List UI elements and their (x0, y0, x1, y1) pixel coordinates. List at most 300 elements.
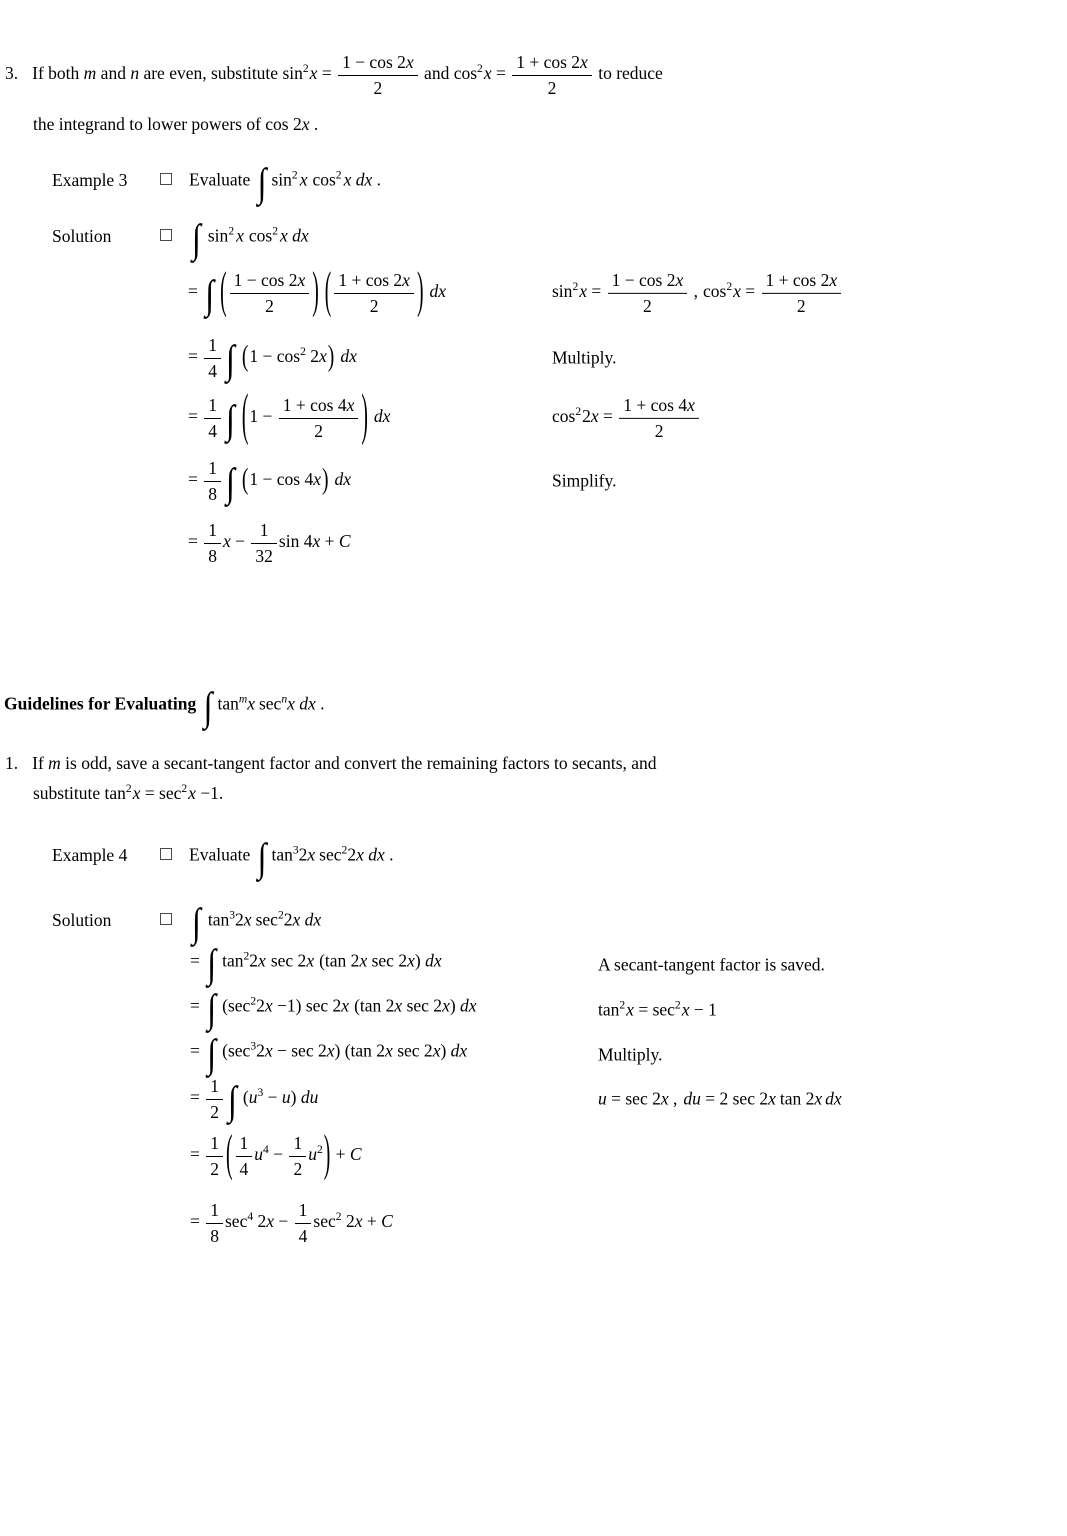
math-rm: 2 (293, 1158, 303, 1179)
math-frac (204, 1200, 225, 1246)
math-frac (287, 1133, 308, 1179)
math-rm: 8 (208, 545, 217, 566)
math-rm: 1 (239, 1133, 249, 1153)
math-rm: 2 (314, 420, 323, 441)
math-rm: 2 (547, 77, 557, 98)
math-num (206, 1076, 223, 1100)
example-3-title-row (52, 161, 381, 207)
math-rm: to reduce (593, 63, 663, 84)
math-den (608, 294, 688, 317)
math-den (206, 1224, 223, 1247)
math-rm: sin (282, 63, 303, 84)
math-rm: 32 (255, 545, 273, 566)
example-4-step-2-note (598, 1000, 717, 1021)
math-int: ∫ (207, 1032, 217, 1078)
math-it: x (264, 995, 273, 1016)
example-3-step-3-formula (188, 386, 391, 448)
math-par: ( (241, 341, 249, 374)
math-it: x (188, 783, 196, 803)
math-rm: 2 (210, 1158, 219, 1179)
math-rm: 4 (208, 420, 217, 441)
math-rm: sin (552, 281, 573, 302)
math-frac (202, 520, 223, 566)
math-rm: sec 2 (367, 950, 408, 971)
math-rm: 1 (210, 1200, 219, 1220)
math-it: dx (429, 281, 446, 302)
math-par: ) (323, 1128, 331, 1183)
math-frac (202, 458, 223, 504)
math-int: ∫ (192, 217, 201, 263)
math-it: C (338, 531, 351, 552)
math-rm: 1 − cos 4 (249, 469, 314, 490)
math-rm: , (668, 1088, 678, 1109)
math-rm: 2 (249, 950, 259, 971)
math-rm: + (362, 1211, 382, 1232)
example-4-title-row (52, 836, 394, 882)
math-it: x (223, 531, 231, 552)
math-it: du (300, 1087, 319, 1108)
math-num (204, 335, 221, 359)
math-num (204, 458, 221, 482)
example-3-step-4 (188, 458, 617, 506)
math-it: dx (425, 950, 442, 971)
example-3-step-3 (188, 386, 695, 448)
math-rm: cos (453, 63, 478, 84)
example-3-step-4-formula (188, 458, 351, 504)
math-it: x (258, 950, 266, 971)
math-it: x (768, 1088, 776, 1109)
math-rm: sec (225, 1211, 248, 1232)
math-sup: 2 (300, 346, 306, 359)
math-rm: 4 (298, 1225, 308, 1246)
math-num (230, 270, 310, 294)
math-par: ( (226, 1128, 233, 1183)
math-int: ∫ (257, 161, 267, 207)
example-3-step-5 (188, 520, 351, 566)
math-rm: are even, substitute (139, 63, 283, 84)
math-rm: = (587, 281, 606, 302)
example-4-solution-start (189, 901, 322, 947)
math-rm: 2 (654, 420, 664, 441)
math-rm: 2 (298, 844, 308, 865)
example-3-label: Example 3 (52, 169, 128, 190)
math-rm: (tan 2 (319, 950, 360, 971)
math-rm: 1 (259, 520, 269, 540)
math-it: u (598, 1088, 607, 1109)
example-4-step-1-formula (190, 942, 442, 988)
math-rm: Multiply. (552, 347, 617, 368)
math-rm: 2 (305, 346, 320, 367)
math-it: x (829, 270, 838, 290)
example-4-step-4-note (598, 1089, 842, 1110)
math-frac (510, 52, 594, 98)
math-it: x (243, 909, 252, 930)
math-int: ∫ (207, 942, 217, 988)
math-sup: 2 (125, 783, 132, 796)
math-rm: , (689, 281, 698, 302)
math-sup: 3 (292, 844, 299, 857)
math-rm: = (190, 1087, 205, 1108)
math-par: ( (241, 464, 249, 497)
math-rm: ) (414, 950, 426, 971)
math-rm: = sec (140, 783, 182, 803)
math-den (204, 482, 221, 505)
math-rm: tan (207, 909, 230, 930)
math-frac (293, 1200, 314, 1246)
math-it: x dx (292, 909, 322, 930)
math-it: dx (334, 469, 352, 490)
example-3-solution-start (189, 217, 309, 263)
math-it: m (48, 753, 61, 773)
math-it: x (359, 950, 368, 971)
math-rm: 4 (208, 360, 217, 381)
math-int: ∫ (226, 460, 235, 506)
math-frac (204, 1133, 225, 1179)
math-sup: 2 (316, 1144, 323, 1157)
math-it: x (580, 52, 588, 72)
math-rm: A secant-tangent factor is saved. (598, 954, 825, 975)
math-rm: and (96, 63, 131, 84)
math-frac (606, 270, 690, 316)
math-par: ) (327, 341, 335, 374)
math-rm: = (317, 63, 337, 84)
math-sup: 2 (572, 281, 579, 294)
math-it: x (341, 995, 350, 1016)
example-3-step-4-note (552, 471, 617, 492)
math-rm: 1 (208, 335, 217, 355)
math-it: x dx (287, 693, 316, 714)
math-frac (332, 270, 416, 316)
math-frac (249, 520, 279, 566)
math-sup: 2 (726, 281, 733, 294)
math-it: u (248, 1087, 258, 1108)
math-sup: 2 (181, 783, 188, 796)
math-sup: 2 (243, 950, 250, 963)
example-3-step-1 (188, 265, 838, 320)
example-4-step-5 (190, 1128, 362, 1183)
math-sup: 4 (247, 1211, 254, 1224)
math-den (230, 294, 310, 317)
math-rm: 1 + cos 2 (338, 270, 403, 290)
math-it: x (312, 531, 321, 552)
math-int: ∫ (226, 337, 235, 383)
math-rm: Simplify. (552, 470, 617, 491)
example-3-step-5-formula (188, 520, 351, 566)
math-rm: 1. (5, 753, 19, 773)
math-rm: . (384, 844, 394, 865)
math-rm: If (32, 753, 49, 773)
math-it: x (432, 1040, 441, 1061)
math-rm: cos (552, 406, 576, 427)
math-frac (202, 335, 223, 381)
math-rm: tan 2 (779, 1088, 815, 1109)
math-it: x (407, 950, 415, 971)
math-rm: 2 (235, 909, 244, 930)
math-it: x (626, 999, 634, 1020)
math-par: ) (361, 386, 368, 448)
math-rm: 1 (210, 1076, 219, 1096)
math-rm: tan (217, 693, 239, 714)
math-den (236, 1157, 253, 1180)
math-rm: + (331, 1144, 350, 1165)
math-it: dx (450, 1040, 468, 1061)
math-sup: 2 (619, 999, 626, 1012)
example-4-step-3 (190, 1032, 663, 1078)
math-rm: sec (319, 844, 342, 865)
math-den (204, 419, 221, 442)
math-it: x (354, 1211, 363, 1232)
math-frac (277, 395, 361, 441)
math-rm: 4 (239, 1158, 249, 1179)
item-1-line-2 (33, 783, 657, 804)
math-it: x (346, 395, 355, 415)
item-1-line-1 (5, 753, 657, 774)
math-rm: ) (440, 1040, 451, 1061)
math-rm: − (230, 531, 250, 552)
math-den (295, 1224, 312, 1247)
example-4-step-1 (190, 942, 825, 988)
math-rm: = (188, 406, 203, 427)
math-rm: 1 + cos 2 (765, 270, 830, 290)
math-it: x (579, 281, 587, 302)
math-rm: 2 (582, 406, 591, 427)
example-4-step-4 (190, 1076, 842, 1124)
math-it: C (381, 1211, 393, 1232)
math-par: ) (312, 265, 319, 320)
math-it: x (681, 999, 690, 1020)
math-rm: −1. (195, 783, 224, 803)
math-par: ( (324, 265, 332, 320)
math-rm: ) (290, 1087, 301, 1108)
example-3-step-2 (188, 335, 617, 383)
math-rm: 8 (208, 483, 217, 504)
math-rm: − 1 (689, 999, 717, 1020)
math-rm: Evaluate (189, 844, 255, 865)
math-rm: 2 (256, 1040, 265, 1061)
math-it: x (264, 1040, 273, 1061)
math-it: u (308, 1144, 317, 1165)
math-den (334, 294, 414, 317)
example-4-step-2 (190, 987, 717, 1033)
math-it: m (83, 63, 97, 84)
math-it: x (687, 395, 695, 415)
math-rm: ) (449, 995, 461, 1016)
math-sup: 2 (228, 225, 235, 238)
math-rm: 1 (293, 1133, 303, 1153)
math-rm: 2 (210, 1101, 219, 1122)
math-it: x (307, 844, 316, 865)
math-rm: 2 (256, 995, 265, 1016)
example-4-step-2-formula (190, 987, 477, 1033)
example-4-step-1-note (598, 955, 825, 976)
math-num (338, 52, 418, 76)
math-sup: 2 (674, 999, 681, 1012)
math-it: x dx (279, 225, 309, 246)
math-rm: −1) sec 2 (272, 995, 342, 1016)
square-bullet-icon (160, 173, 172, 185)
math-it: x (590, 406, 599, 427)
math-sup: m (238, 693, 248, 706)
math-it: x (385, 1040, 393, 1061)
math-rm: 3. (5, 63, 19, 84)
example-4-step-3-note (598, 1045, 663, 1066)
math-rm: = 2 sec 2 (700, 1088, 769, 1109)
math-rm: 1 (208, 395, 217, 415)
math-num (279, 395, 359, 419)
math-rm: cos (702, 281, 727, 302)
math-rm: = (188, 346, 203, 367)
math-it: x (247, 693, 255, 714)
math-rm: ) (tan 2 (334, 1040, 386, 1061)
math-rm: 1 − cos 2 (611, 270, 676, 290)
math-rm: tan (222, 950, 244, 971)
math-rm: cos (248, 225, 273, 246)
math-den (512, 76, 592, 99)
math-rm: 1 (208, 458, 217, 478)
math-rm: sin (271, 169, 292, 190)
square-bullet-icon (160, 913, 172, 925)
math-rm: sec (258, 693, 282, 714)
math-rm: 1 − cos 2 (342, 52, 406, 72)
math-rm: − (268, 1144, 288, 1165)
math-it: C (349, 1144, 362, 1165)
math-rm: 2 (253, 1211, 267, 1232)
math-rm: is odd, save a secant-tangent factor and convert the remaining factors to secants, and (60, 753, 657, 773)
example-3-step-3-note (552, 395, 701, 441)
math-it: du (683, 1088, 701, 1109)
example-3-step-1-formula (188, 265, 446, 320)
math-it: dx (825, 1088, 842, 1109)
math-num (619, 395, 699, 419)
example-4-solution-label: Solution (52, 909, 112, 930)
math-rm: . (372, 169, 381, 190)
math-den (251, 544, 277, 567)
example-3-solution-row (52, 217, 309, 263)
math-sup: 2 (575, 406, 582, 419)
math-int: ∫ (207, 987, 217, 1033)
math-it: x (313, 469, 322, 490)
math-it: dx (340, 346, 357, 367)
math-rm: sec 2 (402, 995, 443, 1016)
square-bullet-icon (160, 848, 172, 860)
math-rm: tan (598, 999, 620, 1020)
math-sup: 3 (229, 909, 236, 922)
math-int: ∫ (203, 685, 213, 731)
math-it: dx (373, 406, 391, 427)
math-den (204, 359, 221, 382)
math-num (762, 270, 842, 294)
math-sup: n (281, 693, 288, 706)
math-it: x (326, 1040, 335, 1061)
math-it: x (306, 950, 315, 971)
math-it: x (299, 169, 308, 190)
math-den (762, 294, 842, 317)
math-par: ( (220, 265, 227, 320)
math-den (289, 1157, 306, 1180)
math-int: ∫ (257, 836, 267, 882)
math-rm: 1 + cos 4 (282, 395, 347, 415)
math-frac (202, 395, 223, 441)
math-rm: 2 (347, 844, 357, 865)
math-num (204, 520, 221, 544)
math-par: ) (416, 265, 424, 320)
math-rm: = (190, 995, 205, 1016)
math-it: x (309, 63, 318, 84)
math-rm: . (315, 693, 325, 714)
guidelines-heading-text (4, 685, 325, 731)
math-it: x (483, 63, 492, 84)
math-rm: 1 (210, 1133, 219, 1153)
math-num (295, 1200, 312, 1224)
math-rm: 2 (643, 295, 652, 316)
math-frac (204, 1076, 225, 1122)
math-rm: the integrand to lower powers of cos 2 (33, 114, 302, 135)
math-rm: sec 2 (392, 1040, 433, 1061)
example-4-solution-row (52, 901, 322, 947)
math-rm: = (598, 406, 618, 427)
math-rm: and (419, 63, 454, 84)
math-it: x (660, 1088, 669, 1109)
math-it: x dx (343, 169, 373, 190)
math-rm: 1 − cos (249, 346, 301, 367)
math-rm: tan (271, 844, 293, 865)
math-rm: 1 + cos 4 (623, 395, 688, 415)
math-int: ∫ (205, 272, 215, 318)
math-frac (228, 270, 312, 316)
math-it: x (301, 114, 310, 135)
math-rm: (sec (222, 1040, 251, 1061)
math-par: ) (322, 464, 329, 497)
math-sup: 2 (291, 169, 298, 182)
guidelines-heading (4, 685, 325, 731)
math-int: ∫ (226, 397, 235, 443)
math-den (206, 1100, 223, 1123)
math-rm: 8 (210, 1225, 219, 1246)
math-it: n (130, 63, 140, 84)
math-rm: = (188, 281, 203, 302)
math-it: x (405, 52, 414, 72)
example-3-step-2-formula (188, 335, 357, 381)
math-rm: 1 (208, 520, 217, 540)
math-num (236, 1133, 253, 1157)
math-den (619, 419, 699, 442)
math-rm: = sec 2 (606, 1088, 661, 1109)
math-rm: ( (242, 1087, 249, 1108)
math-it: u (281, 1087, 291, 1108)
math-den (206, 1157, 223, 1180)
math-rm: 1 − cos 2 (233, 270, 298, 290)
math-int: ∫ (228, 1078, 237, 1124)
math-it: x (266, 1211, 275, 1232)
math-it: x (814, 1088, 823, 1109)
math-it: x (394, 995, 403, 1016)
math-num (204, 395, 221, 419)
math-rm: − sec 2 (272, 1040, 327, 1061)
math-num (512, 52, 592, 76)
math-it: x (733, 281, 741, 302)
math-rm: 2 (283, 909, 293, 930)
math-sup: 2 (302, 63, 309, 76)
math-sup: 2 (335, 1211, 342, 1224)
math-it: dx (460, 995, 477, 1016)
item-1-paragraph (5, 753, 657, 804)
math-rm: If both (32, 63, 84, 84)
math-rm: = (190, 950, 205, 971)
example-4-step-3-formula (190, 1032, 468, 1078)
math-b: Guidelines for Evaluating (4, 693, 201, 714)
math-it: x (319, 346, 327, 367)
math-rm: cos (312, 169, 336, 190)
